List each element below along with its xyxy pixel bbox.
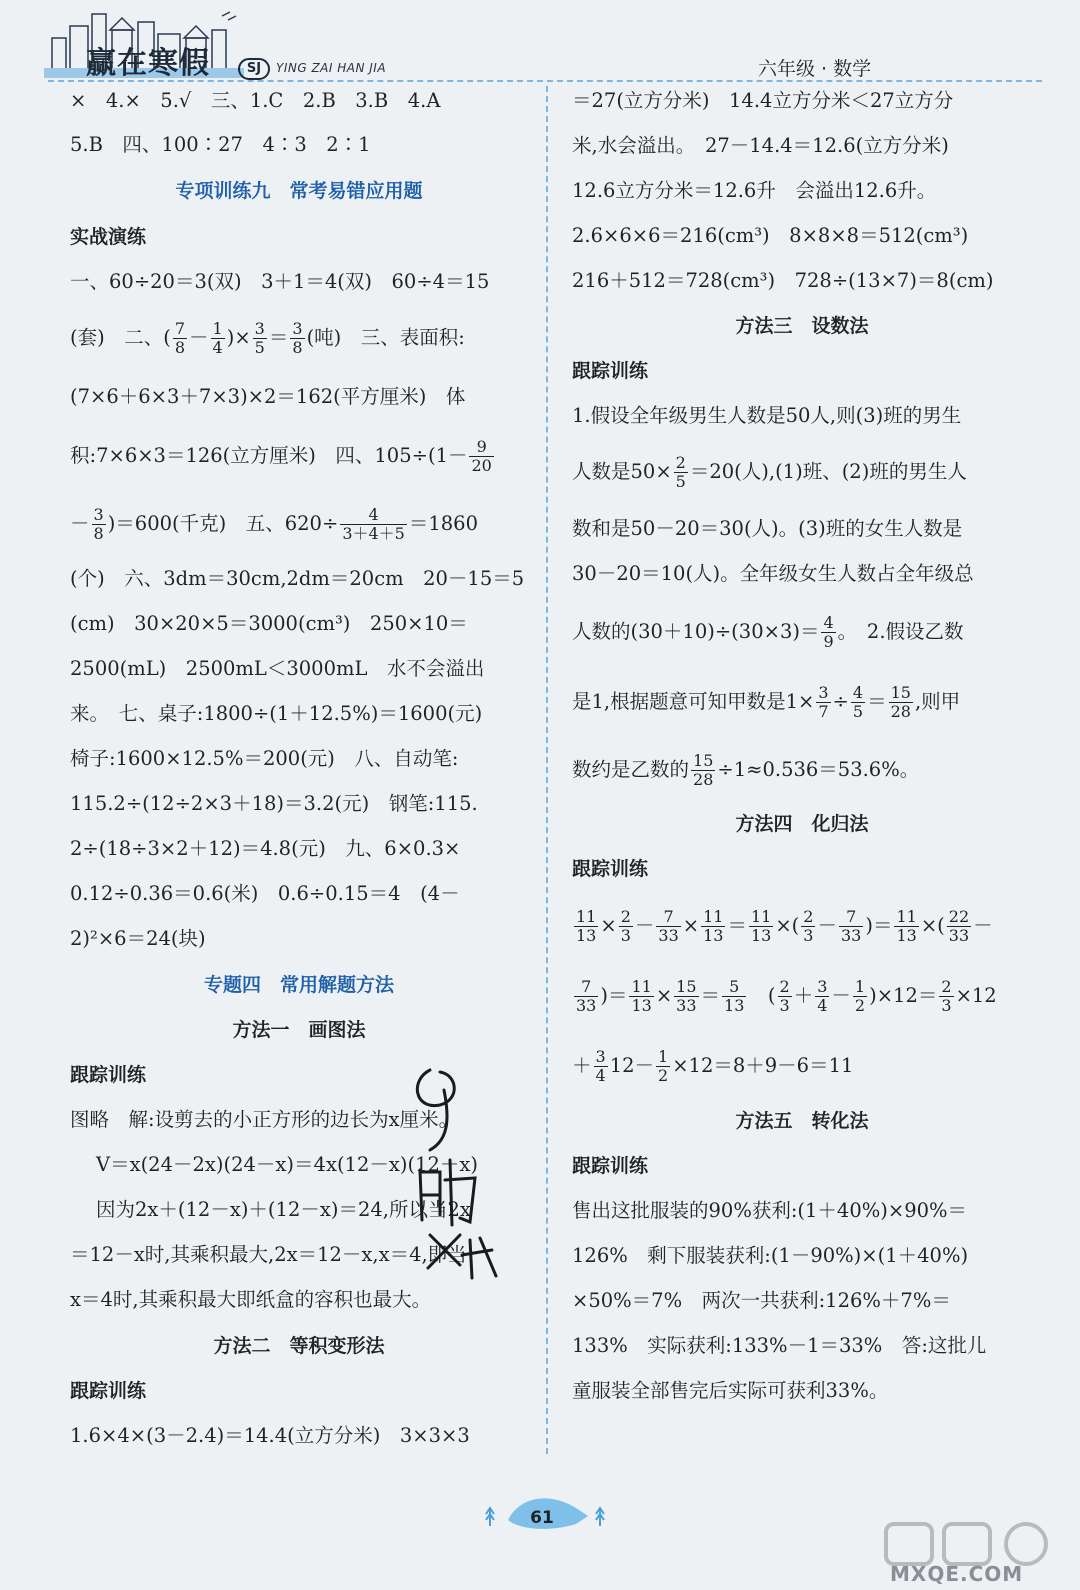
numerator: 22 bbox=[948, 907, 970, 926]
brand-title: 赢在寒假 bbox=[86, 46, 210, 81]
numerator: 7 bbox=[574, 978, 598, 997]
watermark-text: MXQE.COM bbox=[890, 1562, 1024, 1586]
answer-line-fractions bbox=[70, 438, 528, 475]
answer-line: 一、60÷20＝3(双) 3＋1＝4(双) 60÷4＝15 bbox=[70, 270, 490, 293]
method-heading: 方法二 等积变形法 bbox=[213, 1335, 385, 1357]
subsection-heading: 跟踪训练 bbox=[70, 1064, 147, 1086]
answer-line: 童服装全部售完后实际可获利33%。 bbox=[572, 1379, 889, 1402]
answer-line-fractions bbox=[70, 506, 528, 543]
answer-line: 数和是50－20＝30(人)。(3)班的女生人数是 bbox=[572, 517, 963, 540]
method-heading: 方法三 设数法 bbox=[735, 315, 869, 337]
numerator: 3 bbox=[93, 505, 104, 524]
numerator: 4 bbox=[340, 506, 407, 525]
numerator: 11 bbox=[750, 907, 772, 926]
text-run: ＝ bbox=[700, 984, 721, 1007]
text-run: 人数是50× bbox=[572, 460, 672, 483]
denominator: 33 bbox=[576, 996, 597, 1015]
denominator: 28 bbox=[890, 702, 911, 721]
fraction bbox=[619, 908, 633, 945]
denominator: 20 bbox=[471, 456, 492, 475]
subsection-heading: 跟踪训练 bbox=[572, 858, 649, 880]
denominator: 8 bbox=[292, 338, 303, 357]
fraction bbox=[894, 908, 918, 945]
subsection-heading: 跟踪训练 bbox=[572, 1155, 649, 1177]
text-run: ,则甲 bbox=[914, 690, 961, 713]
answer-line: 216＋512＝728(cm³) 728÷(13×7)＝8(cm) bbox=[572, 269, 994, 292]
fraction bbox=[801, 908, 815, 945]
fraction bbox=[701, 908, 725, 945]
fraction bbox=[629, 978, 653, 1015]
denominator: 13 bbox=[896, 926, 917, 945]
numerator: 7 bbox=[174, 319, 186, 338]
text-run: (套) 二、( bbox=[70, 326, 171, 349]
page-header bbox=[0, 0, 1080, 84]
numerator: 7 bbox=[839, 908, 863, 927]
text-run: (吨) 三、表面积: bbox=[306, 326, 465, 349]
answer-line: 5.B 四、100∶27 4∶3 2∶1 bbox=[70, 133, 371, 156]
denominator: 3 bbox=[620, 926, 631, 945]
text-run: ＝20(人),(1)班、(2)班的男生人 bbox=[689, 460, 967, 483]
answer-line-fractions bbox=[572, 978, 1032, 1015]
text-run: × bbox=[655, 984, 673, 1007]
numerator: 11 bbox=[896, 907, 917, 926]
numerator: 2 bbox=[620, 907, 631, 926]
text-run: ＝1860 bbox=[408, 512, 478, 535]
fraction bbox=[656, 1048, 670, 1085]
text-run: ×( bbox=[920, 914, 945, 937]
brand-pinyin: YING ZAI HAN JIA bbox=[276, 61, 387, 75]
fraction bbox=[574, 908, 598, 945]
numerator: 4 bbox=[823, 613, 834, 632]
text-run: )× bbox=[226, 326, 251, 349]
fraction bbox=[594, 1048, 608, 1085]
denominator: 13 bbox=[750, 926, 772, 945]
answer-line-fractions bbox=[572, 908, 1032, 945]
numerator: 11 bbox=[631, 977, 652, 996]
text-run: ＝ bbox=[867, 690, 887, 713]
text-run: ＝ bbox=[268, 326, 289, 349]
numerator: 1 bbox=[854, 977, 866, 996]
numerator: 15 bbox=[890, 683, 911, 702]
fraction bbox=[947, 908, 971, 945]
answer-line-fractions bbox=[572, 614, 1032, 651]
denominator: 8 bbox=[93, 524, 104, 543]
answer-line: 椅子:1600×12.5%＝200(元) 八、自动笔: bbox=[70, 747, 459, 770]
method-heading: 方法一 画图法 bbox=[232, 1019, 366, 1041]
answer-line: x＝4时,其乘积最大即纸盒的容积也最大。 bbox=[70, 1288, 432, 1311]
text-run: ＋ bbox=[793, 984, 814, 1007]
text-run: － bbox=[70, 512, 90, 535]
answer-line: 30－20＝10(人)。全年级女生人数占全年级总 bbox=[572, 562, 974, 585]
numerator: 3 bbox=[254, 319, 265, 338]
denominator: 33 bbox=[841, 926, 862, 945]
text-run: ×12＝8＋9－6＝11 bbox=[672, 1054, 854, 1077]
numerator: 5 bbox=[722, 978, 746, 997]
fraction bbox=[821, 614, 835, 651]
fraction bbox=[656, 908, 680, 945]
handwritten-scribble bbox=[400, 1050, 510, 1280]
fraction bbox=[173, 320, 187, 357]
fraction bbox=[469, 438, 493, 475]
text-run: ×12 bbox=[955, 984, 997, 1007]
numerator: 9 bbox=[469, 438, 493, 457]
text-run: 。 2.假设乙数 bbox=[837, 620, 964, 643]
numerator: 3 bbox=[595, 1047, 606, 1066]
answer-line: 2.6×6×6＝216(cm³) 8×8×8＝512(cm³) bbox=[572, 224, 969, 247]
fraction bbox=[839, 908, 863, 945]
answer-line: 2÷(18÷3×2＋12)＝4.8(元) 九、6×0.3× bbox=[70, 837, 461, 860]
denominator: 5 bbox=[675, 472, 686, 491]
header-rule bbox=[48, 80, 1042, 82]
text-run: 数约是乙数的 bbox=[572, 758, 690, 781]
denominator: 13 bbox=[703, 926, 724, 945]
text-run: 人数的(30＋10)÷(30×3)＝ bbox=[572, 620, 820, 643]
numerator: 7 bbox=[656, 908, 680, 927]
answer-line: V＝x(24－2x)(24－x)＝4x(12－x)(12－x) bbox=[96, 1153, 478, 1176]
denominator: 9 bbox=[823, 632, 834, 651]
text-run: ＋ bbox=[572, 1054, 592, 1077]
fraction bbox=[816, 684, 830, 721]
text-run: × bbox=[600, 914, 617, 937]
brand-badge: SJ bbox=[238, 58, 270, 80]
numerator: 1 bbox=[658, 1047, 669, 1066]
section-heading: 专题四 常用解题方法 bbox=[203, 974, 394, 996]
text-run: ÷ bbox=[832, 690, 849, 713]
text-run: ÷1≈0.536＝53.6%。 bbox=[717, 758, 920, 781]
numerator: 11 bbox=[703, 907, 724, 926]
text-run: 12－ bbox=[609, 1054, 655, 1077]
page-number: 61 bbox=[530, 1508, 554, 1528]
denominator: 3 bbox=[941, 996, 952, 1015]
numerator: 11 bbox=[576, 907, 597, 926]
subsection-heading: 跟踪训练 bbox=[572, 360, 649, 382]
denominator: 13 bbox=[724, 996, 745, 1015]
text-run: － bbox=[831, 984, 851, 1007]
numerator: 1 bbox=[212, 319, 223, 338]
text-run: × bbox=[682, 914, 700, 937]
fraction bbox=[253, 320, 267, 357]
subsection-heading: 跟踪训练 bbox=[70, 1380, 147, 1402]
numerator: 3 bbox=[292, 319, 303, 338]
text-run: － bbox=[189, 326, 209, 349]
fraction bbox=[92, 506, 106, 543]
text-run: － bbox=[817, 914, 837, 937]
fraction bbox=[815, 978, 829, 1015]
fraction bbox=[691, 752, 715, 789]
denominator: 33 bbox=[676, 996, 697, 1015]
answer-line: 133% 实际获利:133%－1＝33% 答:这批儿 bbox=[572, 1334, 987, 1357]
numerator: 2 bbox=[941, 977, 952, 996]
numerator: 2 bbox=[675, 453, 686, 472]
text-run: )＝ bbox=[865, 914, 893, 937]
text-run: 是1,根据题意可知甲数是1× bbox=[572, 690, 815, 713]
text-run: ＝ bbox=[727, 914, 747, 937]
text-run: )＝600(千克) 五、620÷ bbox=[107, 512, 339, 535]
answer-line: 图略 解:设剪去的小正方形的边长为x厘米。 bbox=[70, 1108, 459, 1131]
denominator: 13 bbox=[576, 926, 597, 945]
answer-line: × 4.× 5.√ 三、1.C 2.B 3.B 4.A bbox=[70, 89, 441, 112]
denominator: 4 bbox=[212, 338, 223, 357]
fraction bbox=[853, 978, 867, 1015]
answer-line: 米,水会溢出。 27－14.4＝12.6(立方分米) bbox=[572, 134, 949, 157]
denominator: 13 bbox=[631, 996, 652, 1015]
answer-line: 1.6×4×(3－2.4)＝14.4(立方分米) 3×3×3 bbox=[70, 1424, 470, 1447]
answer-line-fractions bbox=[70, 320, 528, 357]
answer-line: 售出这批服装的90%获利:(1＋40%)×90%＝ bbox=[572, 1199, 968, 1222]
answer-line: (cm) 30×20×5＝3000(cm³) 250×10＝ bbox=[70, 612, 468, 635]
answer-line: 1.假设全年级男生人数是50人,则(3)班的男生 bbox=[572, 404, 962, 427]
answer-line: 0.12÷0.36＝0.6(米) 0.6÷0.15＝4 (4－ bbox=[70, 882, 460, 905]
denominator: 2 bbox=[854, 996, 866, 1015]
numerator: 4 bbox=[852, 683, 864, 702]
answer-line: (7×6＋6×3＋7×3)×2＝162(平方厘米) 体 bbox=[70, 385, 466, 408]
answer-line: ×50%＝7% 两次一共获利:126%＋7%＝ bbox=[572, 1289, 951, 1312]
denominator: 8 bbox=[174, 338, 186, 357]
fraction bbox=[778, 978, 792, 1015]
denominator: 5 bbox=[254, 338, 265, 357]
grade-subject: 六年级 · 数学 bbox=[758, 58, 872, 80]
fraction bbox=[722, 978, 746, 1015]
subsection-heading: 实战演练 bbox=[70, 226, 147, 248]
denominator: 5 bbox=[852, 702, 864, 721]
fraction bbox=[889, 684, 913, 721]
text-run: )×12＝ bbox=[869, 984, 938, 1007]
denominator: 7 bbox=[818, 702, 829, 721]
fraction bbox=[851, 684, 865, 721]
fraction bbox=[290, 320, 304, 357]
denominator: 4 bbox=[595, 1066, 606, 1085]
numerator: 15 bbox=[676, 977, 697, 996]
fraction bbox=[574, 978, 598, 1015]
numerator: 3 bbox=[817, 977, 828, 996]
answer-line: 2)²×6＝24(块) bbox=[70, 927, 206, 950]
text-run: － bbox=[973, 914, 993, 937]
fraction bbox=[674, 454, 688, 491]
text-run: － bbox=[634, 914, 655, 937]
denominator: 3 bbox=[779, 996, 790, 1015]
denominator: 33 bbox=[948, 926, 970, 945]
answer-line: 126% 剩下服装获利:(1－90%)×(1＋40%) bbox=[572, 1244, 969, 1267]
numerator: 2 bbox=[803, 907, 814, 926]
section-heading: 专项训练九 常考易错应用题 bbox=[175, 180, 423, 202]
numerator: 2 bbox=[779, 977, 790, 996]
answer-line-fractions bbox=[572, 684, 1032, 721]
denominator: 33 bbox=[658, 926, 679, 945]
answer-line: ＝12－x时,其乘积最大,2x＝12－x,x＝4,即当 bbox=[70, 1243, 467, 1266]
answer-line-fractions bbox=[572, 1048, 1032, 1085]
method-heading: 方法五 转化法 bbox=[735, 1110, 869, 1132]
text-run: )＝ bbox=[600, 984, 628, 1007]
denominator: 3 bbox=[803, 926, 814, 945]
denominator: 2 bbox=[658, 1066, 669, 1085]
text-run: ×( bbox=[775, 914, 800, 937]
answer-line: 因为2x＋(12－x)＋(12－x)＝24,所以当2x bbox=[96, 1198, 471, 1221]
fraction bbox=[939, 978, 953, 1015]
column-divider bbox=[546, 86, 548, 1454]
answer-line: 115.2÷(12÷2×3＋18)＝3.2(元) 钢笔:115. bbox=[70, 792, 478, 815]
numerator: 15 bbox=[693, 751, 714, 770]
fraction bbox=[749, 908, 773, 945]
denominator: 28 bbox=[693, 770, 714, 789]
answer-line-fractions bbox=[572, 454, 1032, 491]
fraction bbox=[674, 978, 698, 1015]
answer-line: 2500(mL) 2500mL＜3000mL 水不会溢出 bbox=[70, 657, 485, 680]
denominator: 3＋4＋5 bbox=[342, 524, 405, 543]
answer-line: ＝27(立方分米) 14.4立方分米＜27立方分 bbox=[572, 89, 954, 112]
text-run: ( bbox=[748, 984, 776, 1007]
text-run: 积:7×6×3＝126(立方厘米) 四、105÷(1－ bbox=[70, 444, 468, 467]
numerator: 3 bbox=[818, 683, 829, 702]
answer-line: (个) 六、3dm＝30cm,2dm＝20cm 20－15＝5 bbox=[70, 567, 525, 590]
fraction bbox=[211, 320, 225, 357]
denominator: 4 bbox=[817, 996, 828, 1015]
answer-line: 12.6立方分米＝12.6升 会溢出12.6升。 bbox=[572, 179, 937, 202]
answer-line-fractions bbox=[572, 752, 1032, 789]
answer-line: 来。 七、桌子:1800÷(1＋12.5%)＝1600(元) bbox=[70, 702, 483, 725]
method-heading: 方法四 化归法 bbox=[735, 813, 869, 835]
fraction bbox=[340, 506, 407, 543]
